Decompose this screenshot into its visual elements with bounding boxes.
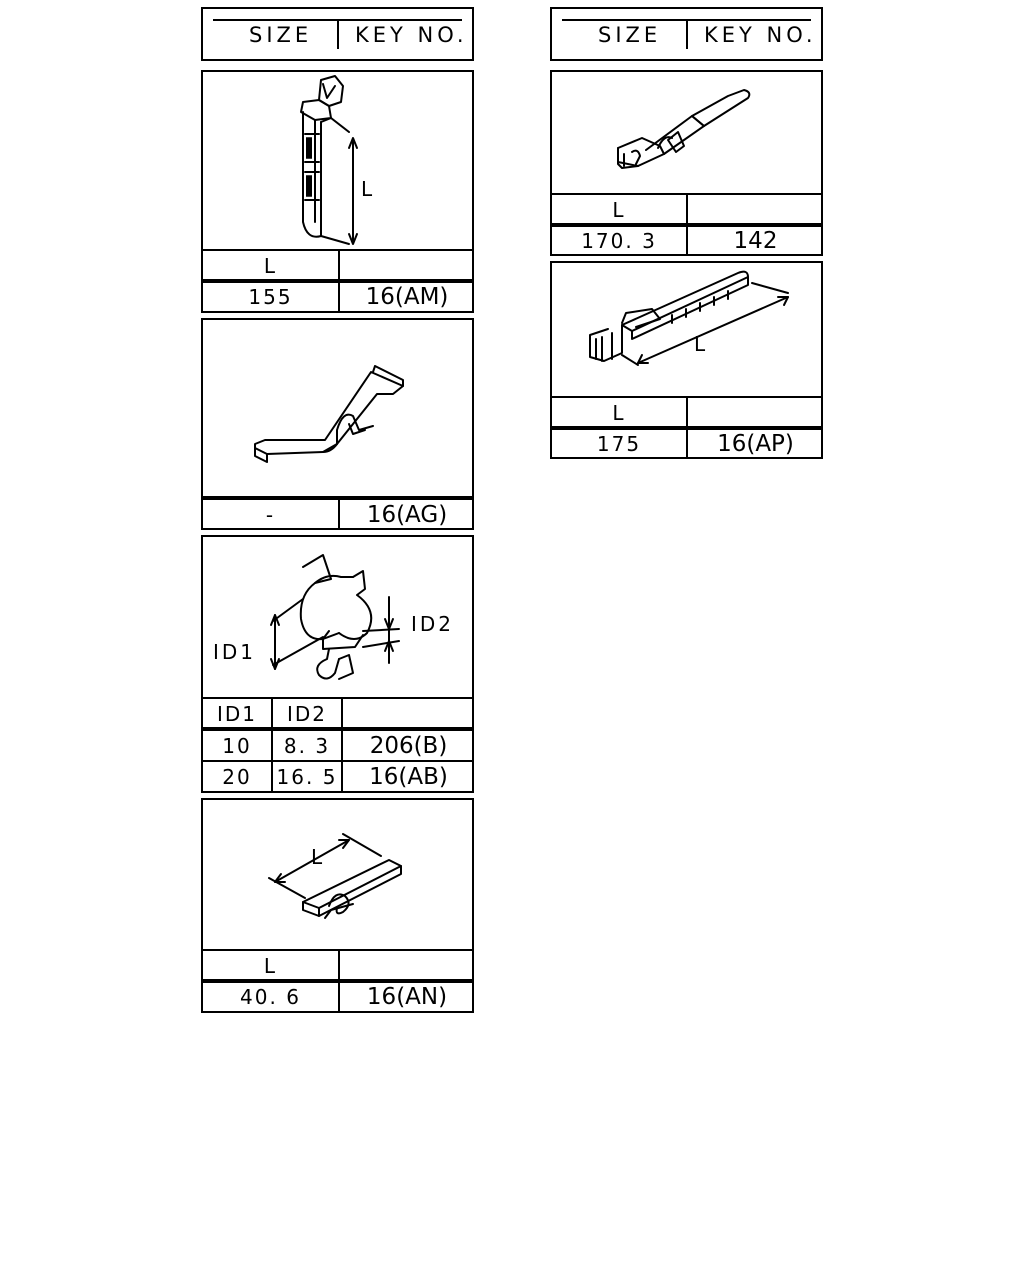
dim-label-id1: ID1 [213,640,257,664]
size-header: SIZE [249,23,313,47]
clamp-illustration [203,537,472,697]
row-rule [203,697,472,699]
part-card-142 [550,70,823,256]
clip-ag-illustration [203,320,472,498]
value-l: 170. 3 [581,229,657,253]
key-no-value: 16(AB) [369,764,448,790]
key-no-header: KEY NO. [704,23,817,47]
dim-label-l: L [311,845,326,869]
col-header-l: L [612,198,626,222]
key-no-value: 16(AP) [717,431,794,457]
dim-label-l: L [361,177,376,201]
part-card-16an [201,798,474,1013]
col-header-id2: ID2 [286,702,328,726]
clip-142-illustration [552,72,821,194]
value-id2: 16. 5 [276,765,338,789]
key-no-header: KEY NO. [355,23,468,47]
part-card-16ag [201,318,474,530]
col-header-l: L [263,954,278,978]
key-no-value: 142 [733,228,778,254]
key-no-value: 16(AN) [366,984,448,1010]
dim-label-id2: ID2 [411,612,455,636]
key-no-value: 16(AG) [366,502,448,528]
col-header-l: L [263,254,278,278]
row-rule [203,760,472,762]
part-card-16am [201,70,474,313]
value-id1: 20 [222,765,252,789]
left-header-box [201,7,474,61]
part-card-16ap [550,261,823,459]
value-id2: 8. 3 [283,734,331,758]
part-card-clamp [201,535,474,793]
clip-ap-illustration [552,263,821,397]
header-divider [337,21,339,49]
header-divider [686,21,688,49]
size-header: SIZE [598,23,662,47]
value-size: - [265,503,276,527]
clip-am-illustration [203,72,472,250]
dim-label-l: L [694,332,709,356]
right-header-box [550,7,823,61]
value-l: 40. 6 [240,985,301,1009]
clip-an-illustration [203,800,472,950]
col-header-id1: ID1 [216,702,258,726]
value-l: 155 [248,285,293,309]
key-no-value: 206(B) [369,733,448,759]
col-header-l: L [612,401,626,425]
key-no-value: 16(AM) [365,284,449,310]
value-l: 175 [596,432,642,456]
value-id1: 10 [222,734,252,758]
